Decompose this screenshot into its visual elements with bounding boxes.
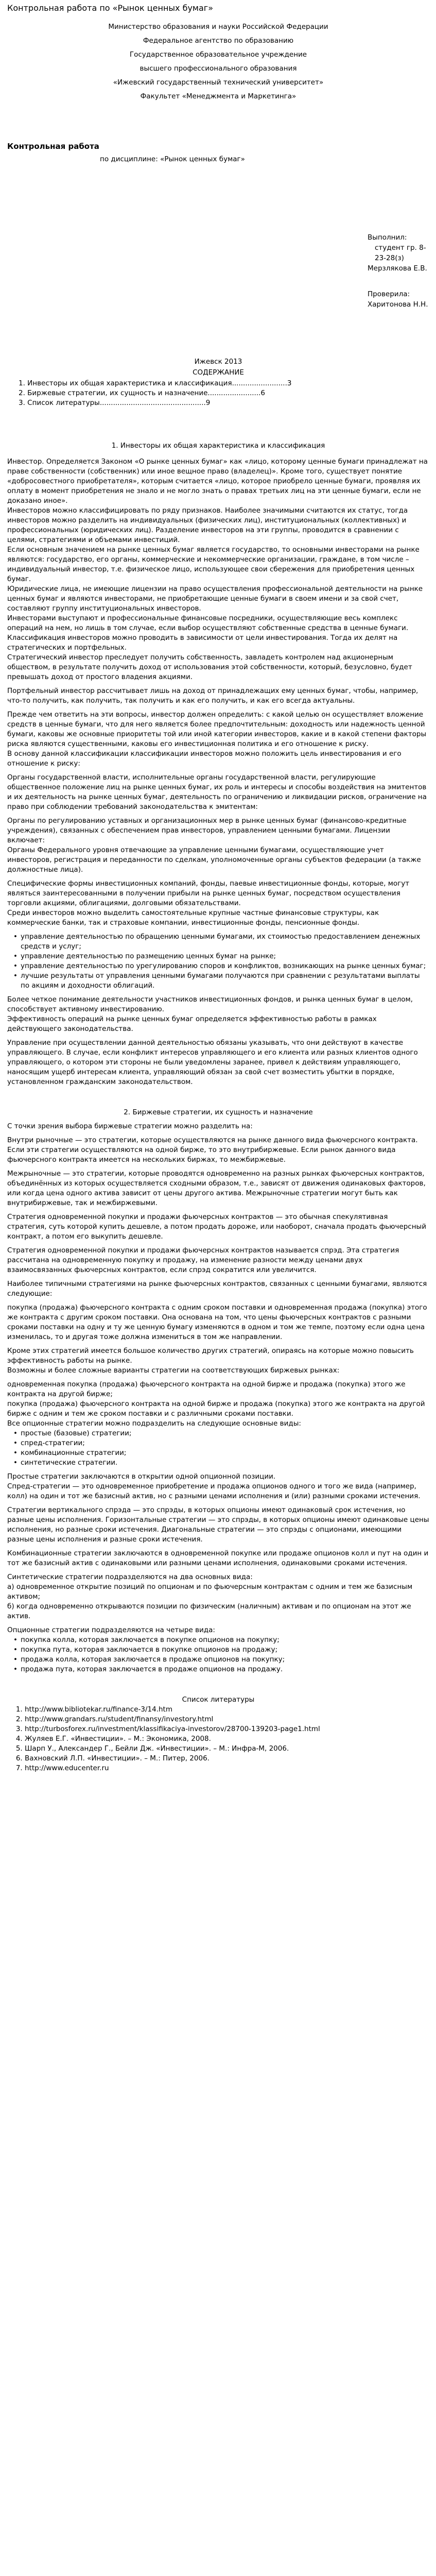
paragraph: Все опционные стратегии можно подразделить на следующие основные виды: <box>7 1419 301 1428</box>
checked-label: Проверила: <box>368 290 410 298</box>
paragraph: Прежде чем ответить на эти вопросы, инвестор должен определить: с какой целью он осуществляет вложение средств в ценные бумаги, что для него является более предпочтительным: доходность или надежность ценной бумаги, каковы же основные приоритеты той или иной категории инвесторов, какие и в какой степени факторы риска являются существенными, каковы его инвестиционная политика и его отношение к риску. <box>7 710 427 748</box>
header-line: Министерство образования и науки Российской Федерации <box>108 23 328 31</box>
reference-item: 4. Жуляев Е.Г. «Инвестиции». – М.: Экономика, 2008. <box>25 1734 429 1744</box>
section-2-body <box>7 1122 429 1674</box>
list-item: • управление деятельностью по обращению ценными бумагами, их стоимостью предоставлением денежных средств и услуг; <box>21 932 429 952</box>
paragraph: Среди инвесторов можно выделить самостоятельные крупные частные финансовые структуры, как коммерческие банки, так и страховые компании, инвестиционные фонды, пенсионные фонды. <box>7 909 379 927</box>
discipline-line: по дисциплине: «Рынок ценных бумаг» <box>100 155 245 163</box>
paragraph: Кроме этих стратегий имеется большое количество других стратегий, опираясь на которые можно повысить эффективность работы на рынке. <box>7 1347 414 1365</box>
author-block <box>7 232 429 310</box>
references-list <box>7 1705 429 1773</box>
performed-label: Выполнил: <box>368 233 407 242</box>
toc-item: 2. Биржевые стратегии, их сущность и назначение........................6 <box>19 389 265 397</box>
paragraph: Классификация инвесторов можно проводить в зависимости от цели инвестирования. Тогда их делят на стратегических и портфельных. <box>7 634 398 652</box>
student-name: Мерзлякова Е.В. <box>368 264 427 273</box>
paragraph: Стратегии вертикального спрэда — это спрэды, в которых опционы имеют одинаковый срок истечения, но разные цены исполнения. Горизонтальные стратегии — это спрэды, в которых опционы имеют одинаковые цены исполнения, но разные сроки истечения. Диагональные стратегии — это спрэды с опционами, имеющими разные цены исполнения и разные сроки истечения. <box>7 1506 429 1544</box>
city-year: Ижевск 2013 <box>194 358 242 366</box>
list-item: • управление деятельностью по урегулированию споров и конфликтов, возникающих на рынке ценных бумаг; <box>21 961 429 971</box>
header-line: «Ижевский государственный технический университет» <box>113 78 324 87</box>
toc-item: 3. Список литературы................................................9 <box>19 399 211 407</box>
list-item: • управление деятельностью по размещению ценных бумаг на рынке; <box>21 952 429 961</box>
section-2-title: 2. Биржевые стратегии, их сущность и назначение <box>124 1108 313 1116</box>
header-line: высшего профессионального образования <box>139 64 297 73</box>
paragraph: Комбинационные стратегии заключаются в одновременной покупке или продаже опционов колл и пут на один и тот же базисный актив с одинаковыми или разными ценами исполнения, одинаковыми сроками истечения. <box>7 1549 429 1567</box>
doc-title: Контрольная работа по «Рынок ценных бумаг» <box>7 3 213 13</box>
reference-item: 6. Вахновский Л.П. «Инвестиции». – М.: Питер, 2006. <box>25 1754 429 1764</box>
paragraph: б) когда одновременно открываются позиции по физическим (наличным) активам и по опционам на этот же актив. <box>7 1602 411 1620</box>
paragraph: покупка (продажа) фьючерсного контракта на одной бирже и продажа (покупка) этого же контракта на другой бирже с одним и тем же сроком поставки и с различными сроками поставки. <box>7 1400 425 1418</box>
list-item: • продажа пута, которая заключается в продаже опционов на продажу. <box>21 1665 429 1674</box>
paragraph: Стратегический инвестор преследует получить собственность, завладеть контролем над акционерным обществом, в результате получить доход от использования этой собственности, который, безусловно, будет превышать доход от простого владения акциями. <box>7 653 412 681</box>
paragraph: Инвестор. Определяется Законом «О рынке ценных бумаг» как «лицо, которому ценные бумаги принадлежат на праве собственности (собственник) или иное вещное право (владелец)». Кроме того, существует понятие «добросовестного приобретателя», которым считается «лицо, которое приобрело ценные бумаги, проявляя их оплату в момент приобретения не знало и не могло знать о правах третьих лиц на эти ценные бумаги, если не доказано иное». <box>7 457 428 505</box>
paragraph: С точки зрения выбора биржевые стратегии можно разделить на: <box>7 1122 253 1130</box>
toc-title: СОДЕРЖАНИЕ <box>193 368 244 377</box>
paragraph: Внутри рыночные — это стратегии, которые осуществляются на рынке данного вида фьючерсного контракта. Если эти стратегии осуществляются на одной бирже, то это внутрибиржевые. Если рынок данного вида фьючерсного контракта имеется на нескольких биржах, то межбиржевые. <box>7 1136 418 1164</box>
paragraph: Более четкое понимание деятельности участников инвестиционных фондов, и рынка ценных бумаг в целом, способствует активному инвестированию. <box>7 995 413 1013</box>
paragraph: Наиболее типичными стратегиями на рынке фьючерсных контрактов, связанных с ценными бумагами, являются следующие: <box>7 1280 427 1298</box>
reference-link[interactable]: 2. http://www.grandars.ru/student/finansy/investory.html <box>25 1715 429 1724</box>
paragraph: Стратегия одновременной покупки и продажи фьючерсных контрактов — это обычная спекулятивная стратегия, суть которой купить дешевле, а потом продать дороже, или наоборот, сначала продать фьючерсный контракт, а потом его выкупить дешевле. <box>7 1213 426 1241</box>
paragraph: Опционные стратегии подразделяются на четыре вида: <box>7 1626 215 1634</box>
list-item: • покупка колла, которая заключается в покупке опционов на покупку; <box>21 1635 429 1645</box>
list-item: • спред-стратегии; <box>21 1438 429 1448</box>
paragraph: покупка (продажа) фьючерсного контракта с одним сроком поставки и одновременная продажа (покупка) этого же контракта с другим сроком поставки. Она основана на том, что цены фьючерсных контрактов с разными сроками поставки на одну и ту же ценную бумагу изменяются в одном и том же темпе, поэтому если одна цена изменилась, то и другая тоже должна измениться в том же направлении. <box>7 1303 427 1341</box>
paragraph: Межрыночные — это стратегии, которые проводятся одновременно на разных рынках фьючерсных контрактов, объединённых из которых осуществляется сходными образом, т.е., зависят от движения одинаковых факторов, или когда цена одного актива зависит от цены другого актива. Межрыночные стратегии могут быть как внутрибиржевые, так и межбиржевыми. <box>7 1170 426 1207</box>
paragraph: Органы государственной власти, исполнительные органы государственной власти, регулирующие общественное положение лиц на рынке ценных бумаг, их роль и интересы и способы воздействия на эмитентов и их деятельность на рынке ценных бумаг, деятельность по ограничению и ликвидации рисков, ограничение на право при соблюдении требований законодательства к эмитентам: <box>7 773 427 811</box>
paragraph: Юридические лица, не имеющие лицензии на право осуществления профессиональной деятельности на рынке ценных бумаг и являются инвесторами, не приобретающие ценные бумаги в своем имени и за свой счет, составляют группу институциональных инвесторов. <box>7 585 423 613</box>
list-item: • простые (базовые) стратегии; <box>21 1429 429 1438</box>
paragraph: Органы по регулированию уставных и организационных мер в рынке ценных бумаг (финансово-кредитные учреждения), связанных с обеспечением прав инвесторов, управлением ценными бумагами. Лицензии включает: <box>7 817 407 844</box>
paragraph: Стратегия одновременной покупки и продажи фьючерсных контрактов называется спрэд. Эта стратегия рассчитана на одновременную покупку и продажу, на изменение разности между ценами двух взаимосвязанных фьючерсных контрактов, если спрэд сократится или увеличится. <box>7 1246 399 1274</box>
option-types-list <box>7 1429 429 1468</box>
section-1-title: 1. Инвесторы их общая характеристика и классификация <box>111 442 325 450</box>
checker-name: Харитонова Н.Н. <box>368 300 428 309</box>
paragraph: Если основным значением на рынке ценных бумаг является государство, то основными инвесторами на рынке являются: государство, его органы, коммерческие и некоммерческие организации, граждане, в том числе – индивидуальный инвестор, т.е. физическое лицо, использующее свои сбережения для приобретения ценных бумаг. <box>7 546 420 583</box>
paragraph: Управление при осуществлении данной деятельностью обязаны указывать, что они действуют в качестве управляющего. В случае, если конфликт интересов управляющего и его клиента или разных клиентов одного управляющего, о котором эти стороны не были уведомлены заранее, привел к действиям управляющего, наносящим ущерб интересам клиента, управляющий обязан за свой счет возместить убытки в порядке, установленном гражданским законодательством. <box>7 1039 418 1086</box>
header-line: Федеральное агентство по образованию <box>143 37 294 45</box>
reference-link[interactable]: 1. http://www.bibliotekar.ru/finance-3/14.htm <box>25 1705 429 1715</box>
student-group: студент гр. 8-23-28(з) <box>375 244 426 262</box>
reference-item: 5. Шарп У., Александер Г., Бейли Дж. «Инвестиции». – М.: Инфра-М, 2006. <box>25 1744 429 1754</box>
reference-link[interactable]: 3. http://turbosforex.ru/investment/klassifikaciya-investorov/28700-139203-page1.html <box>25 1724 429 1734</box>
list-item: • синтетические стратегии. <box>21 1458 429 1468</box>
list-item: • покупка пута, которая заключается в покупке опционов на продажу; <box>21 1645 429 1655</box>
list-item: • продажа колла, которая заключается в продаже опционов на покупку; <box>21 1655 429 1665</box>
option-strategies-list <box>7 1635 429 1674</box>
toc-item: 1. Инвесторы их общая характеристика и классификация.........................3 <box>19 379 292 387</box>
paragraph: В основу данной классификации классификации инвесторов можно положить цель инвестирования и его отношение к риску: <box>7 750 402 768</box>
paragraph: Инвесторами выступают и профессиональные финансовые посредники, осуществляющие весь комплекс операций на нем, но лишь в том случае, если выбор осуществляют собственные средства в ценные бумаги. <box>7 614 409 632</box>
paragraph: Специфические формы инвестиционных компаний, фонды, паевые инвестиционные фонды, которые, могут являться заинтересованными в получении прибыли на рынке ценных бумаг, посредством осуществления торговли акциями, облигациями, долговыми обязательствами. <box>7 879 410 907</box>
document-page <box>0 3 436 1773</box>
paragraph: а) одновременное открытие позиций по опционам и по фьючерсным контрактам с одним и тем же базисным активом; <box>7 1583 413 1601</box>
work-title: Контрольная работа <box>7 142 99 151</box>
list-item: • комбинационные стратегии; <box>21 1448 429 1458</box>
paragraph: Спред-стратегии — это одновременное приобретение и продажа опционов одного и того же вида (например, колл) на один и тот же базисный актив, но с разными ценами исполнения и (или) разными сроками истечения. <box>7 1482 421 1500</box>
header-line: Государственное образовательное учреждение <box>129 50 307 59</box>
reference-link[interactable]: 7. http://www.educenter.ru <box>25 1764 429 1773</box>
paragraph: Возможны и более сложные варианты стратегии на соответствующих биржевых рынках: <box>7 1366 340 1375</box>
paragraph: Простые стратегии заключаются в открытии одной опционной позиции. <box>7 1472 276 1481</box>
paragraph: Инвесторов можно классифицировать по ряду признаков. Наиболее значимыми считаются их статус, тогда инвесторов можно разделить на индивидуальных (физических лиц), институциональных (коллективных) и профессиональных (юридических лиц). Разделение инвесторов на эти группы, проводится в сравнении с целями, стратегиями и объемами инвестиций. <box>7 506 408 544</box>
section-1-body <box>7 457 429 1087</box>
list-item: • лучшие результаты от управления ценными бумагами получаются при сравнении с результатами выплаты по акциям и доходности облигаций. <box>21 971 429 991</box>
bullet-list <box>7 932 429 991</box>
paragraph: Синтетические стратегии подразделяются на два основных вида: <box>7 1573 253 1581</box>
paragraph: Эффективность операций на рынке ценных бумаг определяется эффективностью работы в рамках действующего законодательства. <box>7 1015 377 1033</box>
table-of-contents <box>19 379 429 408</box>
paragraph: Портфельный инвестор рассчитывает лишь на доход от принадлежащих ему ценных бумаг, чтобы, например, что-то получить, как получить, так получить и как его получить, и как его всегда актуальны. <box>7 687 418 705</box>
references-title: Список литературы <box>182 1696 255 1704</box>
header-line: Факультет «Менеджмента и Маркетинга» <box>140 92 297 100</box>
paragraph: одновременная покупка (продажа) фьючерсного контракта на одной бирже и продажа (покупка) этого же контракта на другой бирже; <box>7 1380 406 1398</box>
institution-header <box>7 20 429 104</box>
paragraph: Органы Федерального уровня отвечающие за управление ценными бумагами, осуществляющие учет инвесторов, регистрация и переданности по сделкам, уполномоченные органы субъектов федерации (а также должностные лица). <box>7 846 421 874</box>
